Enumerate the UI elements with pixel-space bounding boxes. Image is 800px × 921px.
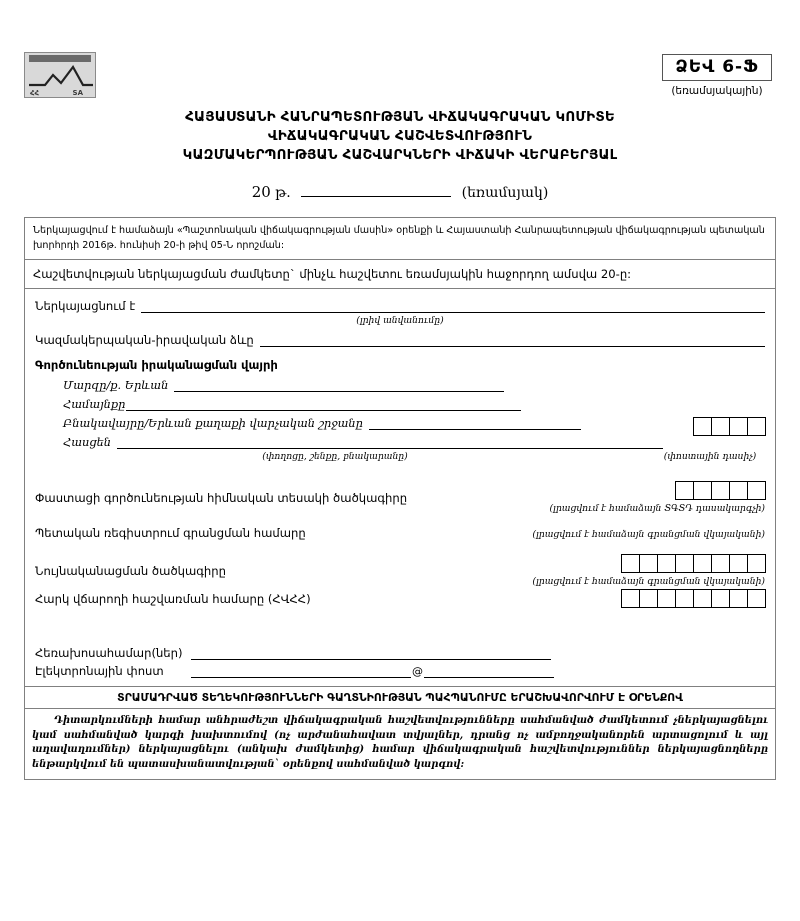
submitted-by-row (35, 299, 765, 313)
submission-deadline-note: Հաշվետվության ներկայացման ժամկետը` մինչև հաշվետու եռամսյակին հաջորդող ամսվա 20-ը: (25, 260, 775, 289)
postal-code-cells[interactable] (693, 417, 765, 436)
year-suffix: թ. (275, 185, 291, 201)
community-label: Համայնքը (63, 397, 126, 411)
form-page (0, 52, 800, 921)
year-prefix: 20 (251, 183, 271, 201)
postal-cell[interactable] (693, 417, 712, 436)
title-line-1: ՀԱՅԱՍՏԱՆԻ ՀԱՆՐԱՊԵՏՈՒԹՅԱՆ ՎԻՃԱԿԱԳՐԱԿԱՆ ԿՈՄԻՏԵ (185, 109, 615, 125)
form-body (24, 217, 776, 780)
address-input[interactable] (117, 437, 663, 449)
community-row (35, 397, 765, 411)
identification-code-label: Նույնականացման ծածկագիրը (35, 563, 226, 578)
settlement-label: Բնակավայրը/Երևան քաղաքի վարչական շրջանը (63, 416, 363, 430)
email-local-input[interactable] (191, 666, 411, 678)
postal-cell[interactable] (729, 417, 748, 436)
submitted-by-caption: (լրիվ անվանումը) (356, 315, 444, 326)
activity-code-row (35, 481, 765, 514)
activity-code-cell[interactable] (747, 481, 766, 500)
submitted-by-label: Ներկայացնում է (35, 299, 136, 313)
taxpayer-number-row (35, 589, 765, 608)
taxpayer-cell[interactable] (747, 589, 766, 608)
taxpayer-cell[interactable] (693, 589, 712, 608)
identification-cell[interactable] (657, 554, 676, 573)
taxpayer-cell[interactable] (729, 589, 748, 608)
identification-cell[interactable] (639, 554, 658, 573)
region-row (35, 378, 765, 392)
identification-cell[interactable] (675, 554, 694, 573)
state-registration-label: Պետական ռեգիստրում գրանցման համարը (35, 526, 306, 540)
identification-code-row (35, 554, 765, 587)
legal-form-label: Կազմակերպական-իրավական ձևը (35, 333, 254, 347)
quarter-input[interactable] (301, 183, 451, 197)
phone-label: Հեռախոսահամար(ներ) (35, 646, 183, 660)
penalty-note: Դիտարկումների համար անհրաժեշտ վիճակագրական հաշվետվությունները սահմանված ժամկետում չներկայացնելու կամ սահմանված կարգի խախտումով (ոչ արժանահավատ տվյալներ, դրանց ոչ ամբողջականորեն արտացոլում և այլ աղավաղումներ) ներկայացնելու (անկախ ժամկետից) համար վիճակագրական հաշվետվություններ ներկայացնողները ենթարկվում են պատասխանատվության` օրենքով սահմանված կարգով: (32, 715, 768, 770)
taxpayer-cell[interactable] (711, 589, 730, 608)
legal-form-input[interactable] (260, 335, 765, 347)
postal-cell[interactable] (747, 417, 766, 436)
taxpayer-cell[interactable] (657, 589, 676, 608)
taxpayer-number-label: Հարկ վճարողի հաշվառման համարը (ՀՎՀՀ) (35, 591, 311, 606)
activity-code-cells[interactable] (549, 481, 765, 500)
activity-code-note: (լրացվում է համաձայն ՏԳՏԴ դասակարգչի) (549, 503, 765, 514)
state-registration-note: (լրացվում է համաձայն գրանցման վկայականի) (532, 529, 765, 540)
activity-code-label: Փաստացի գործունեության հիմնական տեսակի ծածկագիրը (35, 490, 408, 505)
activity-code-cell[interactable] (693, 481, 712, 500)
region-input[interactable] (174, 380, 504, 392)
identification-cell[interactable] (621, 554, 640, 573)
taxpayer-cell[interactable] (621, 589, 640, 608)
region-label: Մարզը/ք. Երևան (63, 378, 169, 392)
reporting-period-line (0, 183, 800, 201)
activity-code-cell[interactable] (675, 481, 694, 500)
settlement-row (35, 416, 765, 430)
taxpayer-number-cells[interactable] (621, 589, 765, 608)
contact-section (35, 646, 765, 678)
taxpayer-cell[interactable] (675, 589, 694, 608)
email-at-symbol: @ (412, 665, 423, 678)
form-code-block (658, 54, 776, 97)
email-domain-input[interactable] (424, 666, 554, 678)
address-caption: (փողոցը, շենքը, բնակարանը) (262, 451, 408, 462)
activity-code-cell[interactable] (711, 481, 730, 500)
page-header (24, 52, 776, 112)
community-input[interactable] (126, 399, 521, 411)
form-code: ՁԵՎ 6-Ֆ (662, 54, 771, 81)
phone-input[interactable] (191, 648, 551, 660)
submitted-by-input[interactable] (141, 301, 765, 313)
legal-form-row (35, 333, 765, 347)
location-section-header: Գործունեության իրականացման վայրի (35, 358, 278, 372)
form-fields-area (25, 289, 775, 678)
logo-label-hh: ՀՀ (30, 89, 40, 97)
identification-cell[interactable] (693, 554, 712, 573)
statistics-committee-logo (24, 52, 96, 98)
title-line-2: ՎԻՃԱԿԱԳՐԱԿԱՆ ՀԱՇՎԵՏՎՈՒԹՅՈՒՆ (267, 128, 533, 144)
page-title (0, 108, 800, 165)
identification-code-note: (լրացվում է համաձայն գրանցման վկայականի) (532, 576, 765, 587)
address-label: Հասցեն (63, 435, 112, 449)
email-row (35, 664, 765, 678)
form-code-frequency: (եռամսյակային) (671, 85, 763, 97)
settlement-input[interactable] (369, 418, 581, 430)
activity-code-cell[interactable] (729, 481, 748, 500)
phone-row (35, 646, 765, 660)
identification-cell[interactable] (729, 554, 748, 573)
postal-cell[interactable] (711, 417, 730, 436)
state-registration-row (35, 526, 765, 540)
postal-code-caption: (փոստային դասիչ) (663, 451, 757, 462)
quarter-caption: (եռամսյակ) (461, 185, 549, 201)
identification-cell[interactable] (747, 554, 766, 573)
email-label: Էլեկտրոնային փոստ (35, 664, 164, 678)
title-line-3: ԿԱԶՄԱԿԵՐՊՈՒԹՅԱՆ ՀԱՇՎԱՐԿՆԵՐԻ ՎԻՃԱԿԻ ՎԵՐԱԲԵՐՅԱԼ (182, 147, 618, 163)
identification-cell[interactable] (711, 554, 730, 573)
taxpayer-cell[interactable] (639, 589, 658, 608)
confidentiality-banner: ՏՐԱՄԱԴՐՎԱԾ ՏԵՂԵԿՈՒԹՅՈՒՆՆԵՐԻ ԳԱՂՏՆԻՈՒԹՅԱՆ ՊԱՀՊԱՆՈՒՄԸ ԵՐԱՇԽԱՎՈՐՎՈՒՄ Է ՕՐԵՆՔՈՎ (25, 686, 775, 709)
logo-label-sa: SA (72, 89, 83, 97)
address-row (35, 435, 663, 449)
legal-basis-note: Ներկայացվում է համաձայն «Պաշտոնական վիճակագրության մասին» օրենքի և Հայաստանի Հանրապետության վիճակագրության պետական խորհրդի 2016թ. հունիսի 20-ի թիվ 05-Ն որոշման: (25, 218, 775, 260)
identification-code-cells[interactable] (532, 554, 765, 573)
statistics-chart-icon (25, 61, 97, 91)
